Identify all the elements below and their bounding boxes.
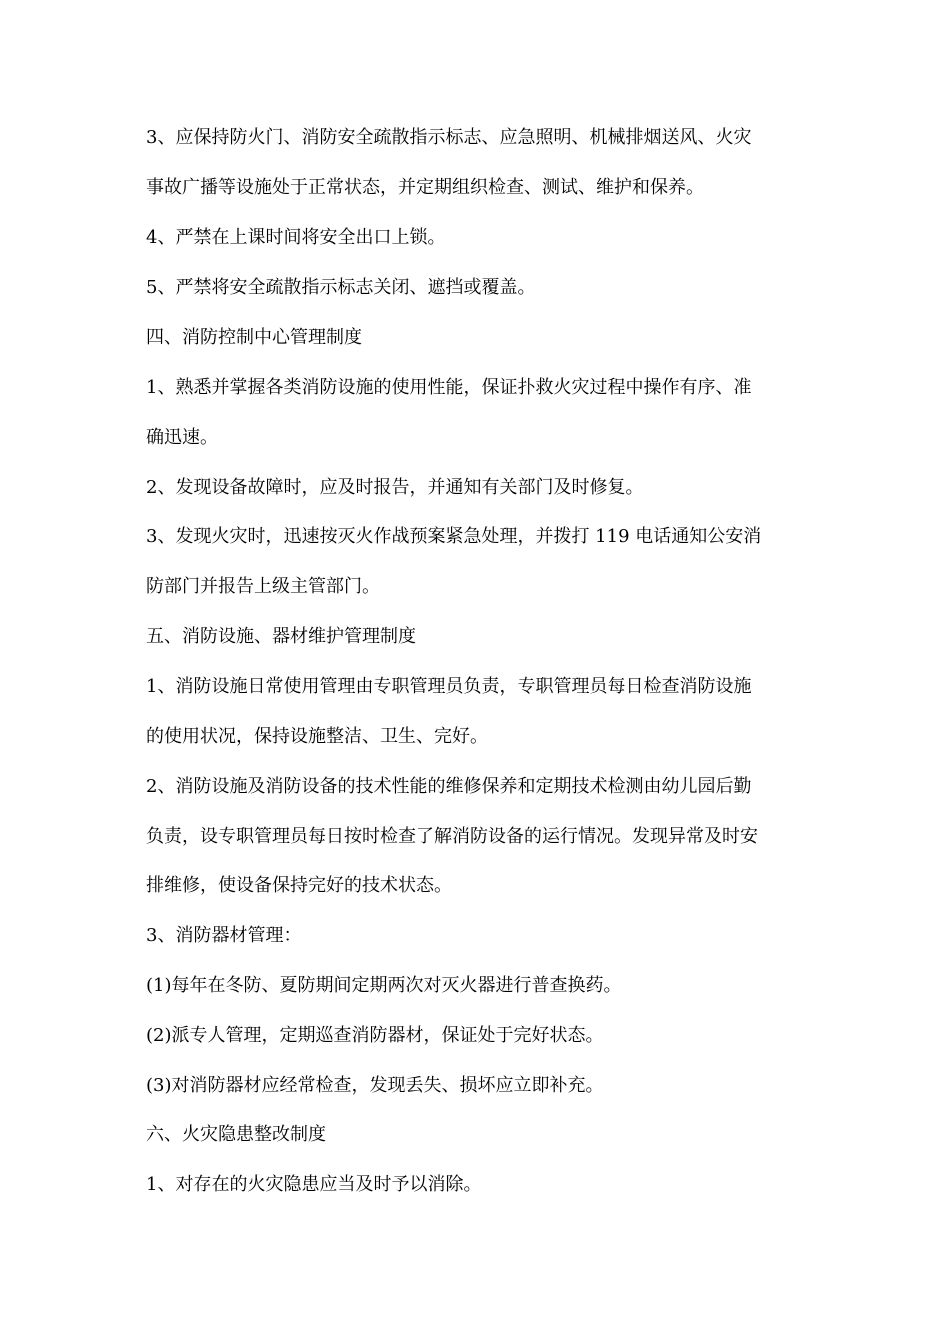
- text-line: 1、对存在的火灾隐患应当及时予以消除。: [146, 1174, 482, 1195]
- text-line: 事故广播等设施处于正常状态，并定期组织检查、测试、维护和保养。: [146, 177, 704, 198]
- text-line: 负责，设专职管理员每日按时检查了解消防设备的运行情况。发现异常及时安: [146, 826, 758, 847]
- text-line: 4、严禁在上课时间将安全出口上锁。: [146, 227, 446, 248]
- text-line: 3、消防器材管理：: [146, 925, 302, 946]
- text-line: 5、严禁将安全疏散指示标志关闭、遮挡或覆盖。: [146, 277, 536, 298]
- text-line: (3)对消防器材应经常检查，发现丢失、损坏应立即补充。: [146, 1075, 604, 1096]
- text-line: (2)派专人管理，定期巡查消防器材，保证处于完好状态。: [146, 1025, 604, 1046]
- text-line: 1、消防设施日常使用管理由专职管理员负责，专职管理员每日检查消防设施: [146, 676, 752, 697]
- text-line: 排维修，使设备保持完好的技术状态。: [146, 875, 452, 896]
- text-line: 1、熟悉并掌握各类消防设施的使用性能，保证扑救火灾过程中操作有序、准: [146, 377, 752, 398]
- text-line: 3、应保持防火门、消防安全疏散指示标志、应急照明、机械排烟送风、火灾: [146, 127, 752, 148]
- section-heading: 五、消防设施、器材维护管理制度: [146, 626, 416, 647]
- section-heading: 六、火灾隐患整改制度: [146, 1124, 326, 1145]
- text-line: 2、消防设施及消防设备的技术性能的维修保养和定期技术检测由幼儿园后勤: [146, 776, 752, 797]
- text-line: 确迅速。: [146, 427, 218, 448]
- text-line: 防部门并报告上级主管部门。: [146, 576, 380, 597]
- text-line: (1)每年在冬防、夏防期间定期两次对灭火器进行普查换药。: [146, 975, 622, 996]
- text-line: 2、发现设备故障时，应及时报告，并通知有关部门及时修复。: [146, 477, 644, 498]
- section-heading: 四、消防控制中心管理制度: [146, 327, 362, 348]
- text-line: 3、发现火灾时，迅速按灭火作战预案紧急处理，并拨打 119 电话通知公安消: [146, 526, 762, 547]
- text-line: 的使用状况，保持设施整洁、卫生、完好。: [146, 726, 488, 747]
